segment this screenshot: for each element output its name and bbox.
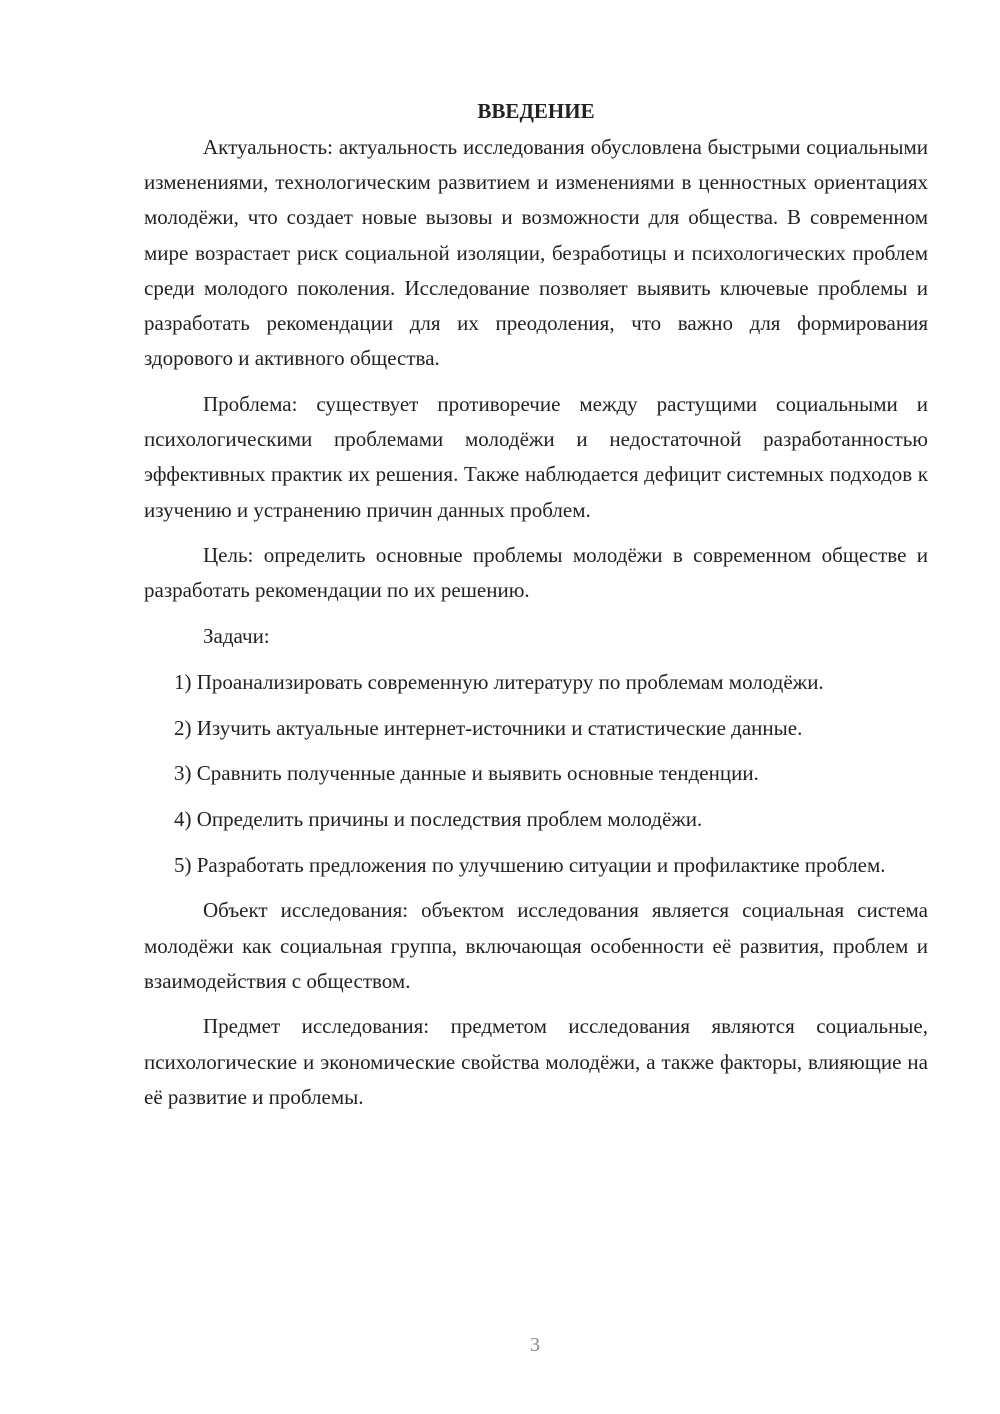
task-item-1: 1) Проанализировать современную литературу по проблемам молодёжи. <box>174 669 824 694</box>
paragraph-object: Объект исследования: объектом исследования является социальная система молодёжи как социальная группа, включающая особенности её развития, проблем и взаимодействия с обществом. <box>144 898 928 993</box>
task-item-5: 5) Разработать предложения по улучшению ситуации и профилактике проблем. <box>174 852 886 877</box>
page-title: ВВЕДЕНИЕ <box>477 99 595 123</box>
paragraph-problem: Проблема: существует противоречие между растущими социальными и психологическими проблемами молодёжи и недостаточной разработанностью эффективных практик их решения. Также наблюдается дефицит системных подходов к изучению и устранению причин данных проблем. <box>144 391 928 522</box>
page-number: 3 <box>530 1334 540 1356</box>
paragraph-tasks-heading: Задачи: <box>203 624 270 649</box>
task-item-2: 2) Изучить актуальные интернет-источники и статистические данные. <box>174 715 803 740</box>
paragraph-subject: Предмет исследования: предметом исследования являются социальные, психологические и экономические свойства молодёжи, а также факторы, влияющие на её развитие и проблемы. <box>144 1014 928 1109</box>
page-content <box>144 96 928 1115</box>
paragraph-relevance: Актуальность: актуальность исследования обусловлена быстрыми социальными изменениями, технологическим развитием и изменениями в ценностных ориентациях молодёжи, что создает новые вызовы и возможности для общества. В современном мире возрастает риск социальной изоляции, безработицы и психологических проблем среди молодого поколения. Исследование позволяет выявить ключевые проблемы и разработать рекомендации для их преодоления, что важно для формирования здорового и активного общества. <box>144 135 928 371</box>
paragraph-goal: Цель: определить основные проблемы молодёжи в современном обществе и разработать рекомендации по их решению. <box>144 543 928 603</box>
task-item-4: 4) Определить причины и последствия проблем молодёжи. <box>174 806 703 831</box>
task-item-3: 3) Сравнить полученные данные и выявить основные тенденции. <box>174 761 759 786</box>
